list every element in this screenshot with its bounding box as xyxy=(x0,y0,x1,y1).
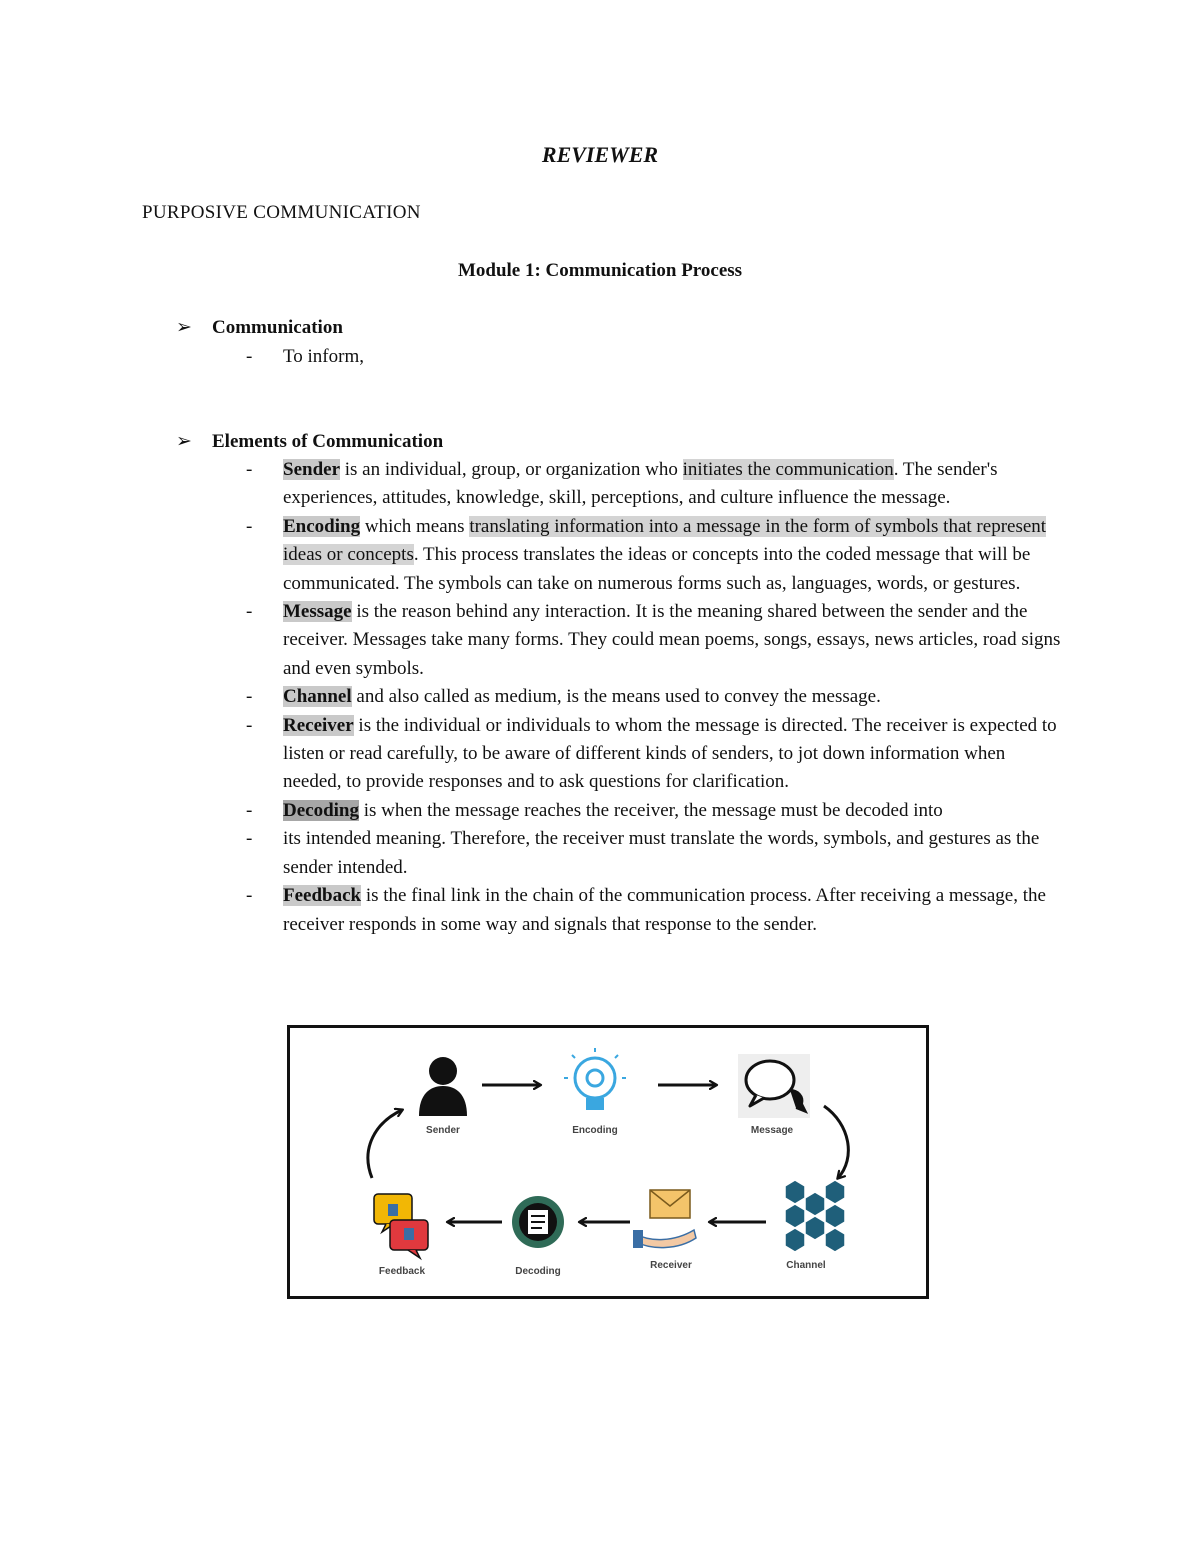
dash-bullet: - xyxy=(246,459,253,480)
dash-bullet: - xyxy=(246,885,253,907)
highlighted-text: translating information into a message in the form of symbols that represent ideas or concepts xyxy=(283,515,1047,566)
item-text: is the individual or individuals to whom the message is directed. The receiver is expected to listen or read carefully, to be aware of different kinds of senders, to jot down information when needed, to provide responses and to ask questions for clarification. xyxy=(283,714,1057,793)
dash-bullet: - xyxy=(246,714,253,736)
node-label-sender: Sender xyxy=(426,1125,460,1136)
list-item-feedback xyxy=(246,882,1066,939)
list-item-decoding-continued xyxy=(246,825,1066,882)
term-message: Message xyxy=(283,601,352,623)
item-text: which means xyxy=(360,515,470,537)
dash-bullet: - xyxy=(246,601,253,623)
node-label-decoding: Decoding xyxy=(515,1266,561,1277)
item-text: is an individual, group, or organization who xyxy=(340,459,683,480)
dash-bullet: - xyxy=(246,828,253,850)
term-encoding: Encoding xyxy=(283,515,361,537)
item-text: and also called as medium, is the means used to convey the message. xyxy=(351,686,881,708)
gear-document-icon xyxy=(512,1196,564,1248)
communication-list xyxy=(246,343,1066,371)
hexagon-network-icon xyxy=(785,1180,845,1252)
list-item-receiver xyxy=(246,712,1066,797)
section-heading-elements xyxy=(176,430,443,453)
item-text: is when the message reaches the receiver, the message must be decoded into xyxy=(359,799,943,821)
speech-bubbles-icon xyxy=(738,1054,810,1118)
dash-bullet: - xyxy=(246,799,253,821)
lightbulb-icon xyxy=(564,1048,626,1110)
node-label-feedback: Feedback xyxy=(378,1266,426,1277)
node-label-channel: Channel xyxy=(786,1260,826,1271)
term-receiver: Receiver xyxy=(283,714,354,736)
arrow-bullet-icon: ➢ xyxy=(176,431,192,452)
document-title: REVIEWER xyxy=(541,142,659,167)
item-text: its intended meaning. Therefore, the receiver must translate the words, symbols, and gestures as the sender intended. xyxy=(283,828,1040,878)
dash-bullet: - xyxy=(246,686,253,708)
section-heading-label: Elements of Communication xyxy=(212,431,444,452)
list-item-channel xyxy=(246,683,1066,711)
node-label-receiver: Receiver xyxy=(650,1260,692,1271)
feedback-bubbles-icon xyxy=(374,1194,428,1258)
dash-bullet: - xyxy=(246,346,253,367)
term-feedback: Feedback xyxy=(283,885,362,907)
highlighted-text: initiates the communication xyxy=(682,459,894,480)
arrow-bullet-icon: ➢ xyxy=(176,317,192,338)
term-decoding: Decoding xyxy=(283,799,359,821)
term-channel: Channel xyxy=(283,686,352,708)
sender-icon xyxy=(419,1057,467,1116)
section-heading-communication xyxy=(176,316,343,339)
list-item-sender xyxy=(246,456,1066,513)
item-text: is the final link in the chain of the communication process. After receiving a message, the receiver responds in some way and signals that response to the sender. xyxy=(283,885,1046,935)
item-text: . The sender's experiences, attitudes, knowledge, skill, perceptions, and culture influence the message. xyxy=(283,459,998,509)
term-sender: Sender xyxy=(283,459,340,480)
node-label-encoding: Encoding xyxy=(572,1125,618,1136)
list-item-text: To inform, xyxy=(283,346,364,367)
diagram-canvas xyxy=(290,1028,926,1296)
hand-envelope-icon xyxy=(633,1190,696,1248)
node-label-message: Message xyxy=(750,1125,794,1136)
dash-bullet: - xyxy=(246,515,253,537)
list-item-decoding xyxy=(246,797,1066,825)
flow-arrow-icon xyxy=(824,1106,848,1178)
communication-process-diagram xyxy=(287,1025,929,1299)
flow-arrow-icon xyxy=(368,1110,402,1178)
list-item xyxy=(246,343,1066,371)
item-text: . This process translates the ideas or concepts into the coded message that will be communicated. The symbols can take on numerous forms such as, languages, words, or gestures. xyxy=(283,544,1031,594)
list-item-encoding xyxy=(246,513,1066,598)
elements-list xyxy=(246,456,1066,939)
list-item-message xyxy=(246,598,1066,683)
module-title: Module 1: Communication Process xyxy=(457,260,743,281)
item-text: is the reason behind any interaction. It is the meaning shared between the sender and the receiver. Messages take many forms. They could mean poems, songs, essays, news articles, road signs and even symbols. xyxy=(283,601,1061,679)
section-heading-label: Communication xyxy=(212,317,343,338)
subject-heading: PURPOSIVE COMMUNICATION xyxy=(142,202,421,223)
